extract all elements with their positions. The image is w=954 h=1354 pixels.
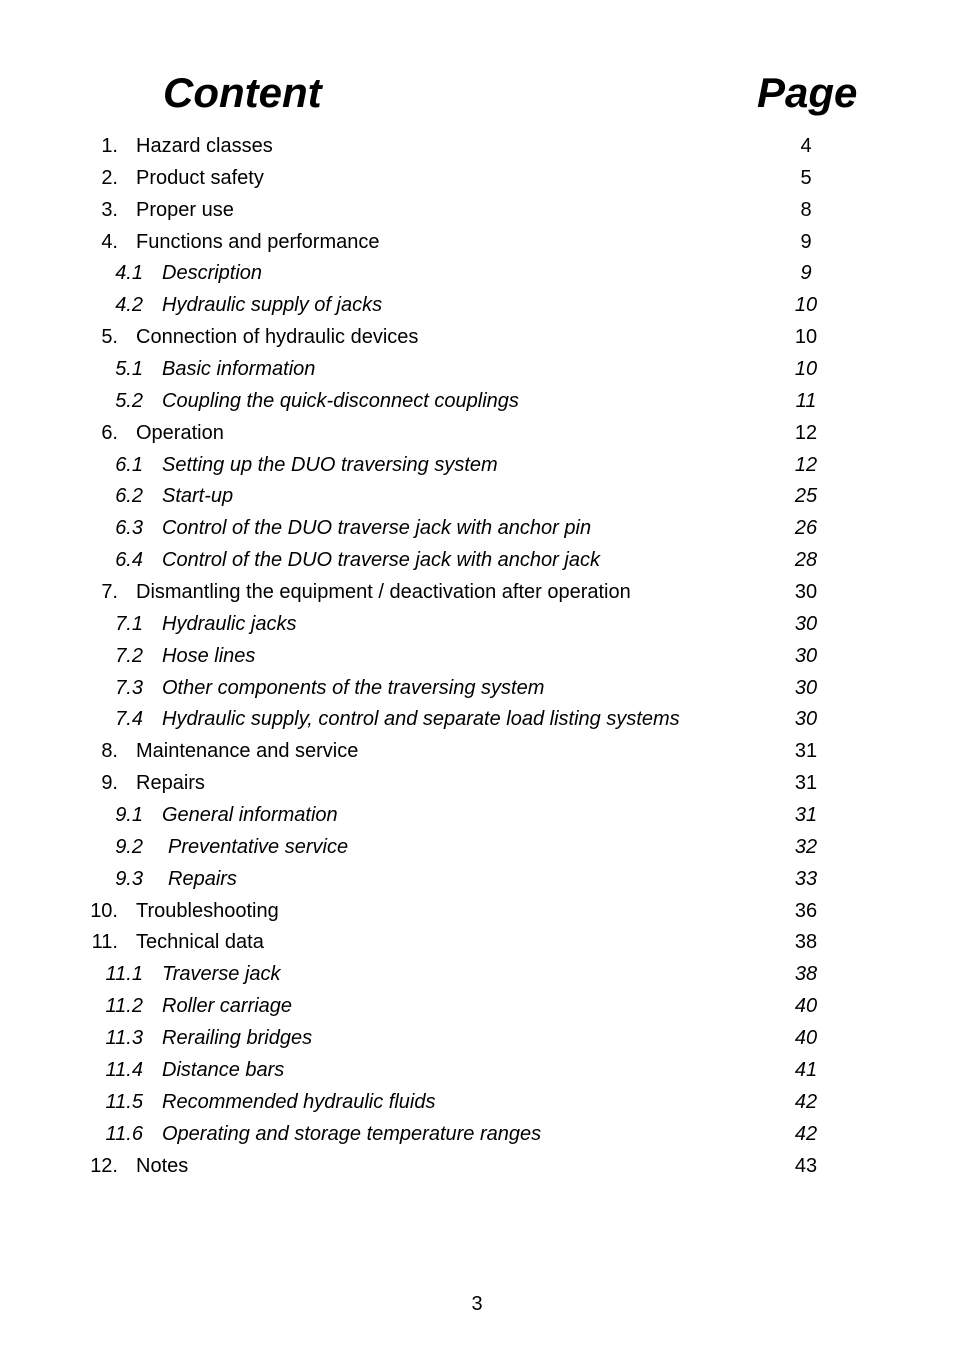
- toc-entry-page: 5: [800, 166, 812, 189]
- toc-entry-page: 30: [794, 612, 818, 635]
- toc-entry-title: Coupling the quick-disconnect couplings: [162, 389, 519, 412]
- toc-entry-page: 26: [794, 517, 818, 540]
- toc-entry-title: Dismantling the equipment / deactivation after operation: [136, 581, 631, 604]
- toc-entry-title: Connection of hydraulic devices: [136, 326, 419, 349]
- toc-entry-page: 12: [794, 421, 818, 444]
- toc-subsection-row: [0, 864, 954, 896]
- toc-entry-page: 10: [794, 294, 818, 317]
- toc-entry-number: 6.3: [115, 517, 143, 540]
- toc-entry-number: 11.1: [105, 963, 143, 986]
- toc-entry-title: Notes: [136, 1154, 189, 1177]
- toc-entry-title: Hydraulic supply, control and separate load listing systems: [162, 708, 680, 731]
- toc-subsection-row: [0, 354, 954, 386]
- toc-subsection-row: [0, 1023, 954, 1055]
- toc-entry-title: Product safety: [136, 166, 264, 189]
- toc-entry-title: Basic information: [162, 358, 316, 381]
- toc-entry-title: Technical data: [136, 931, 264, 954]
- toc-entry-title: Operating and storage temperature ranges: [162, 1122, 542, 1145]
- toc-subsection-row: [0, 641, 954, 673]
- toc-entry-page: 43: [794, 1154, 818, 1177]
- toc-entry-number: 3.: [101, 198, 118, 221]
- toc-entry-page: 9: [800, 262, 812, 285]
- toc-entry-page: 12: [794, 453, 818, 476]
- toc-entry-title: Operation: [136, 421, 224, 444]
- toc-entry-number: 12.: [90, 1154, 118, 1177]
- toc-entry-title: Repairs: [168, 867, 237, 890]
- toc-entry-number: 6.2: [115, 485, 143, 508]
- content-heading: Content: [163, 69, 322, 116]
- toc-entry-number: 9.1: [115, 804, 143, 827]
- toc-subsection-row: [0, 1119, 954, 1151]
- table-of-contents: [0, 131, 954, 1182]
- toc-entry-number: 8.: [101, 740, 118, 763]
- toc-entry-page: 32: [794, 835, 818, 858]
- toc-entry-title: Preventative service: [168, 835, 349, 858]
- toc-subsection-row: [0, 258, 954, 290]
- toc-entry-title: Distance bars: [162, 1058, 285, 1081]
- toc-entry-title: Recommended hydraulic fluids: [162, 1090, 436, 1113]
- toc-entry-page: 10: [794, 358, 818, 381]
- toc-subsection-row: [0, 1087, 954, 1119]
- toc-entry-page: 41: [794, 1058, 818, 1081]
- toc-entry-page: 30: [794, 644, 818, 667]
- toc-section-row: [0, 927, 954, 959]
- toc-entry-number: 7.2: [115, 644, 143, 667]
- toc-entry-title: Hazard classes: [136, 135, 273, 157]
- toc-entry-page: 10: [794, 326, 818, 349]
- toc-entry-page: 40: [794, 995, 818, 1018]
- toc-entry-title: Functions and performance: [136, 230, 380, 253]
- toc-section-row: [0, 227, 954, 259]
- toc-entry-page: 8: [800, 198, 812, 221]
- toc-subsection-row: [0, 481, 954, 513]
- toc-entry-title: Start-up: [162, 485, 234, 508]
- toc-entry-page: 42: [794, 1122, 818, 1145]
- toc-entry-number: 2.: [101, 166, 118, 189]
- toc-entry-number: 7.: [101, 581, 118, 604]
- toc-section-row: [0, 163, 954, 195]
- toc-entry-page: 36: [794, 899, 818, 922]
- toc-entry-number: 5.: [101, 326, 118, 349]
- toc-entry-number: 11.: [91, 931, 118, 954]
- toc-entry-title: Setting up the DUO traversing system: [162, 453, 498, 476]
- toc-entry-page: 30: [794, 581, 818, 604]
- toc-subsection-row: [0, 959, 954, 991]
- toc-entry-page: 25: [794, 485, 818, 508]
- toc-entry-number: 10.: [90, 899, 118, 922]
- toc-entry-number: 9.: [101, 772, 118, 795]
- toc-section-row: [0, 736, 954, 768]
- toc-entry-number: 7.4: [115, 708, 143, 731]
- toc-entry-title: Troubleshooting: [136, 899, 279, 922]
- toc-entry-page: 38: [794, 931, 818, 954]
- toc-section-row: [0, 577, 954, 609]
- toc-subsection-row: [0, 673, 954, 705]
- page-number: 3: [471, 1293, 483, 1315]
- toc-entry-page: 28: [794, 549, 818, 572]
- toc-entry-number: 11.4: [105, 1058, 143, 1081]
- toc-entry-title: Hydraulic supply of jacks: [162, 294, 383, 317]
- toc-subsection-row: [0, 450, 954, 482]
- toc-section-row: [0, 195, 954, 227]
- page-heading: Page: [757, 69, 858, 116]
- toc-entry-title: Repairs: [136, 772, 205, 795]
- toc-subsection-row: [0, 609, 954, 641]
- toc-entry-page: 11: [795, 389, 817, 412]
- toc-entry-title: Hose lines: [162, 644, 256, 667]
- toc-subsection-row: [0, 704, 954, 736]
- toc-entry-title: Hydraulic jacks: [162, 612, 297, 635]
- toc-entry-page: 31: [794, 740, 818, 763]
- toc-entry-page: 9: [800, 230, 812, 253]
- toc-entry-number: 9.3: [115, 867, 143, 890]
- toc-subsection-row: [0, 290, 954, 322]
- toc-entry-number: 1.: [101, 135, 118, 157]
- toc-section-row: [0, 1151, 954, 1183]
- toc-entry-title: General information: [162, 804, 338, 827]
- toc-subsection-row: [0, 386, 954, 418]
- toc-entry-number: 7.1: [115, 612, 143, 635]
- toc-entry-number: 11.2: [105, 995, 143, 1018]
- toc-entry-title: Rerailing bridges: [162, 1027, 313, 1050]
- toc-entry-title: Control of the DUO traverse jack with anchor pin: [162, 517, 592, 540]
- toc-entry-number: 7.3: [115, 676, 143, 699]
- toc-entry-page: 31: [794, 804, 818, 827]
- toc-entry-page: 31: [794, 772, 818, 795]
- toc-entry-title: Other components of the traversing system: [162, 676, 545, 699]
- toc-section-row: [0, 131, 954, 163]
- toc-entry-number: 6.4: [115, 549, 143, 572]
- toc-entry-page: 30: [794, 676, 818, 699]
- toc-entry-page: 30: [794, 708, 818, 731]
- toc-section-row: [0, 768, 954, 800]
- toc-subsection-row: [0, 1055, 954, 1087]
- toc-entry-title: Traverse jack: [162, 963, 281, 986]
- toc-entry-page: 4: [800, 135, 812, 157]
- toc-subsection-row: [0, 513, 954, 545]
- toc-subsection-row: [0, 800, 954, 832]
- toc-entry-number: 5.2: [115, 389, 143, 412]
- toc-section-row: [0, 322, 954, 354]
- toc-entry-title: Roller carriage: [162, 995, 293, 1018]
- toc-entry-title: Proper use: [136, 198, 234, 221]
- toc-entry-number: 6.: [101, 421, 118, 444]
- toc-section-row: [0, 896, 954, 928]
- toc-entry-number: 11.5: [105, 1090, 143, 1113]
- toc-section-row: [0, 418, 954, 450]
- toc-entry-page: 42: [794, 1090, 818, 1113]
- toc-entry-page: 40: [794, 1027, 818, 1050]
- toc-entry-number: 4.2: [115, 294, 143, 317]
- toc-entry-title: Control of the DUO traverse jack with anchor jack: [162, 549, 600, 572]
- toc-entry-number: 6.1: [115, 453, 143, 476]
- toc-subsection-row: [0, 991, 954, 1023]
- toc-entry-number: 9.2: [115, 835, 143, 858]
- toc-subsection-row: [0, 545, 954, 577]
- toc-entry-page: 38: [794, 963, 818, 986]
- toc-entry-page: 33: [794, 867, 818, 890]
- toc-entry-number: 5.1: [115, 358, 143, 381]
- toc-entry-title: Description: [162, 262, 263, 285]
- toc-entry-number: 4.1: [115, 262, 143, 285]
- toc-entry-title: Maintenance and service: [136, 740, 359, 763]
- toc-subsection-row: [0, 832, 954, 864]
- toc-entry-number: 4.: [101, 230, 118, 253]
- toc-entry-number: 11.6: [105, 1122, 143, 1145]
- toc-entry-number: 11.3: [105, 1027, 143, 1050]
